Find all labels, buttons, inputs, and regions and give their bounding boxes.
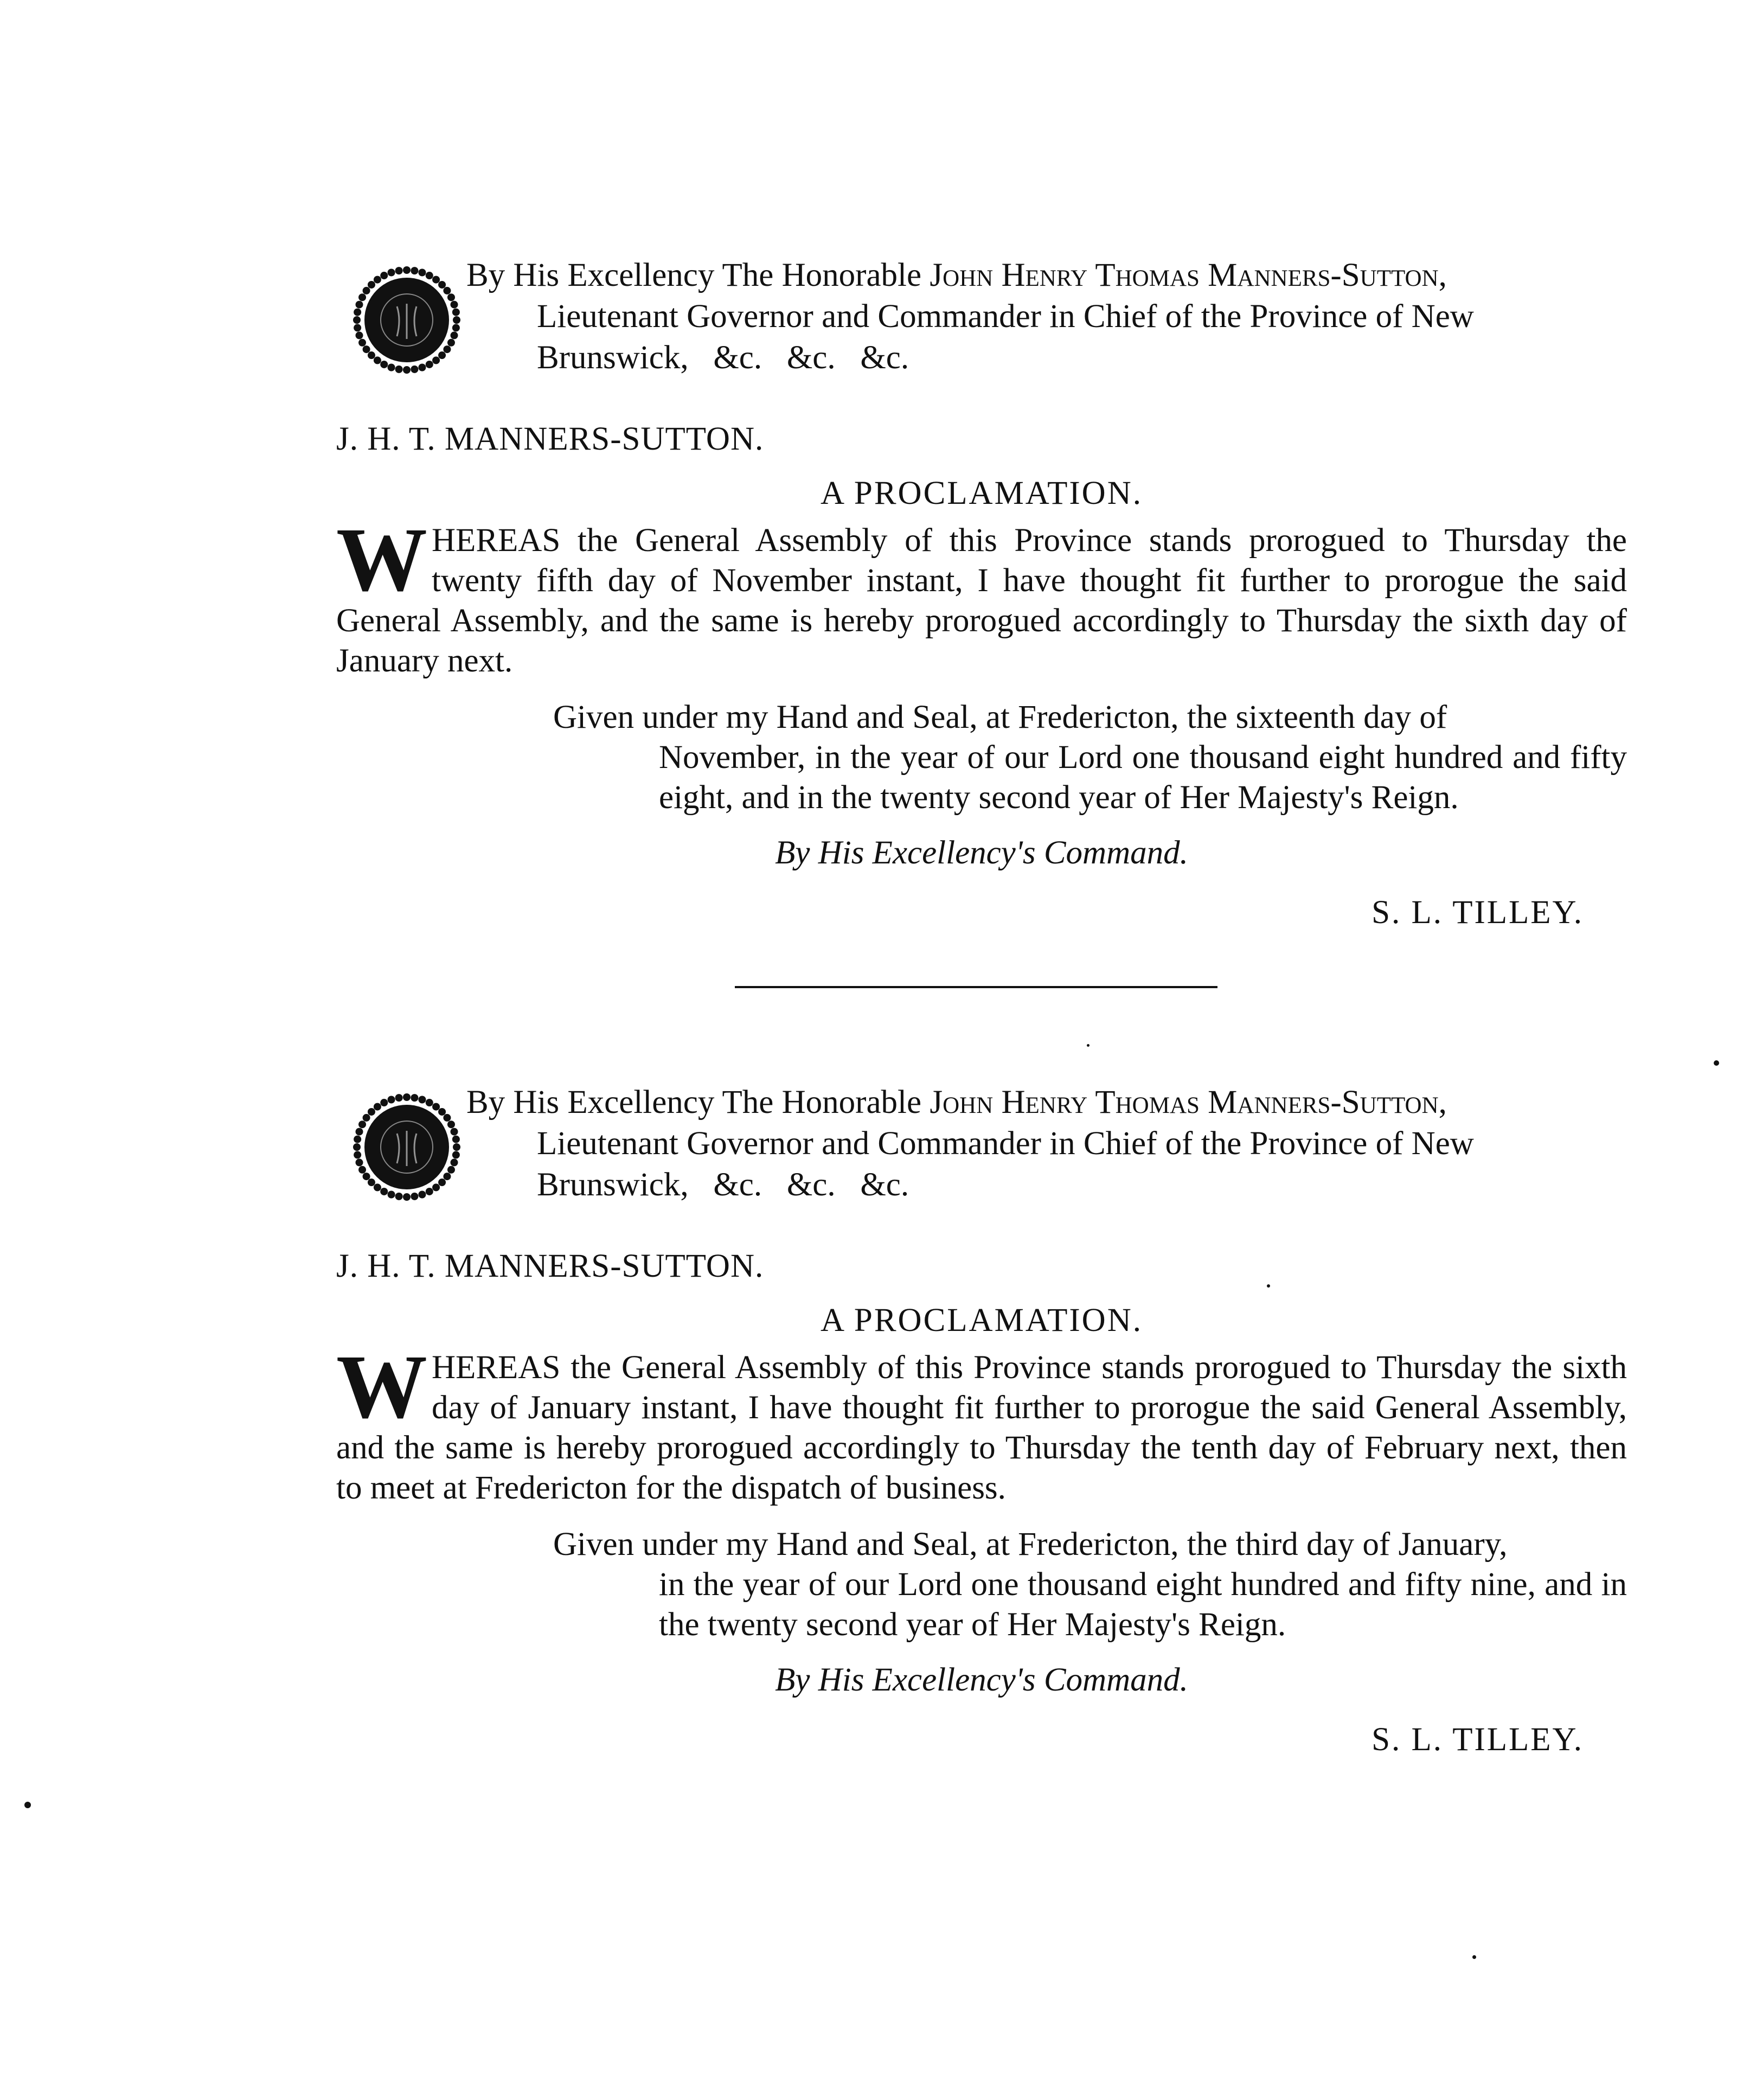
- print-speck: [1472, 1955, 1476, 1959]
- proclamation-body: [336, 509, 1627, 681]
- governor-signature: J. H. T. MANNERS-SUTTON.: [336, 421, 764, 457]
- proclamation-body: [336, 1336, 1627, 1508]
- print-speck: [1087, 1044, 1090, 1047]
- secretary-signature: S. L. TILLEY.: [1372, 894, 1584, 931]
- header-prefix: By His Excellency The Honorable: [466, 257, 922, 293]
- governor-signature: J. H. T. MANNERS-SUTTON.: [336, 1248, 764, 1284]
- section-divider: [735, 986, 1217, 988]
- print-speck: [1267, 1284, 1270, 1288]
- body-text: HEREAS the General Assembly of this Province stands prorogued to Thursday the twenty fifth day of November instant, I have thought fit further to prorogue the said General Assembly, and the same is hereby prorogued accordingly to Thursday the sixth day of January next.: [336, 522, 1627, 679]
- proclamation-header: [336, 244, 1627, 407]
- command-line: By His Excellency's Command.: [775, 835, 1188, 871]
- header-line-3: Brunswick, &c. &c. &c.: [537, 340, 909, 376]
- header-text: [466, 1082, 1632, 1206]
- proclamation-header: [336, 1071, 1627, 1234]
- proclamation-1: [336, 244, 1627, 934]
- drop-cap: W: [336, 509, 427, 610]
- proclamation-title: A PROCLAMATION.: [820, 475, 1143, 511]
- header-line-3: Brunswick, &c. &c. &c.: [537, 1167, 909, 1203]
- secretary-signature: S. L. TILLEY.: [1372, 1721, 1584, 1758]
- header-line-2: Lieutenant Governor and Commander in Chief of the Province of New: [537, 298, 1474, 335]
- official-seal-icon: [347, 1087, 466, 1207]
- print-speck: [1714, 1060, 1719, 1066]
- given-under-seal: [553, 697, 1627, 818]
- given-first-line: Given under my Hand and Seal, at Fredericton, the sixteenth day of: [553, 699, 1447, 735]
- header-line-1: [466, 1082, 1632, 1123]
- given-first-line: Given under my Hand and Seal, at Fredericton, the third day of January,: [553, 1526, 1508, 1563]
- header-prefix: By His Excellency The Honorable: [466, 1084, 922, 1121]
- command-line: By His Excellency's Command.: [775, 1662, 1188, 1698]
- header-text: [466, 255, 1632, 379]
- given-continuation: November, in the year of our Lord one thousand eight hundred and fifty eight, and in the twenty second year of Her Majesty's Reign.: [659, 739, 1627, 816]
- proclamation-title: A PROCLAMATION.: [820, 1302, 1143, 1339]
- header-line-2: Lieutenant Governor and Commander in Chief of the Province of New: [537, 1125, 1474, 1162]
- proclamation-2: [336, 1071, 1627, 1762]
- body-text: HEREAS the General Assembly of this Province stands prorogued to Thursday the sixth day of January instant, I have thought fit further to prorogue the said General Assembly, and the same is hereby prorogued accordingly to Thursday the tenth day of February next, then to meet at Fredericton for the dispatch of business.: [336, 1349, 1627, 1506]
- drop-cap: W: [336, 1336, 427, 1437]
- governor-full-name: John Henry Thomas Manners-Sutton,: [930, 257, 1447, 293]
- print-speck: [24, 1802, 31, 1808]
- header-line-1: [466, 255, 1632, 296]
- given-under-seal: [553, 1525, 1627, 1645]
- governor-full-name: John Henry Thomas Manners-Sutton,: [930, 1084, 1447, 1121]
- official-seal-icon: [347, 260, 466, 380]
- given-continuation: in the year of our Lord one thousand eight hundred and fifty nine, and in the twenty second year of Her Majesty's Reign.: [659, 1566, 1627, 1643]
